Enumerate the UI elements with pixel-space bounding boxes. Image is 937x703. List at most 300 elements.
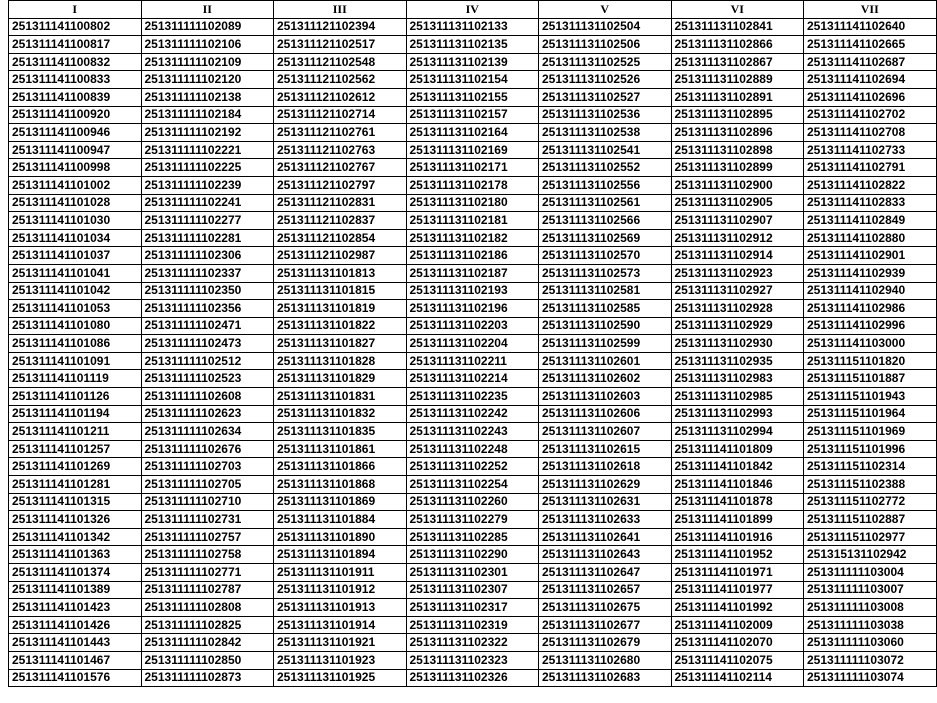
table-cell: 251311111103007 (804, 581, 937, 599)
table-row (9, 194, 937, 212)
table-cell: 251311131102506 (539, 36, 672, 54)
table-cell: 251311141102687 (804, 53, 937, 71)
table-cell: 251311131102930 (671, 335, 804, 353)
table-cell: 251311131102590 (539, 317, 672, 335)
table-cell: 251311141101363 (9, 546, 142, 564)
table-cell: 251311131102566 (539, 212, 672, 230)
table-cell: 251311141100998 (9, 159, 142, 177)
table-cell: 251311141102640 (804, 18, 937, 36)
table-cell: 251311131102891 (671, 88, 804, 106)
table-cell: 251311141100833 (9, 71, 142, 89)
table-cell: 251311111102634 (141, 423, 274, 441)
table-cell: 251311141102070 (671, 634, 804, 652)
table-cell: 251311141100946 (9, 124, 142, 142)
table-cell: 251311131102169 (406, 141, 539, 159)
column-header-7: VII (804, 1, 937, 19)
table-cell: 251311141101257 (9, 440, 142, 458)
table-cell: 251311141102733 (804, 141, 937, 159)
table-row (9, 599, 937, 617)
table-cell: 251311131102985 (671, 388, 804, 406)
table-cell: 251311141102665 (804, 36, 937, 54)
table-cell: 251311131102133 (406, 18, 539, 36)
table-cell: 251311131102928 (671, 300, 804, 318)
table-cell: 251311131102900 (671, 176, 804, 194)
table-cell: 251311111102705 (141, 476, 274, 494)
table-row (9, 634, 937, 652)
table-cell: 251311141101028 (9, 194, 142, 212)
table-cell: 251311131102603 (539, 388, 672, 406)
scanned-sheet (8, 0, 936, 703)
table-cell: 251311111102608 (141, 388, 274, 406)
table-cell: 251311131102643 (539, 546, 672, 564)
table-cell: 251311141101091 (9, 352, 142, 370)
table-row (9, 300, 937, 318)
table-cell: 251311131102301 (406, 564, 539, 582)
table-cell: 251311131101894 (274, 546, 407, 564)
table-cell: 251311141101002 (9, 176, 142, 194)
table-cell: 251311111102281 (141, 229, 274, 247)
table-row (9, 53, 937, 71)
table-cell: 251311131102606 (539, 405, 672, 423)
table-cell: 251311131102629 (539, 476, 672, 494)
column-header-5: V (539, 1, 672, 19)
table-cell: 251311131102203 (406, 317, 539, 335)
table-cell: 251311141100947 (9, 141, 142, 159)
table-cell: 251311131102504 (539, 18, 672, 36)
header-row (9, 1, 937, 19)
table-cell: 251311141101374 (9, 564, 142, 582)
table-cell: 251311131102285 (406, 528, 539, 546)
table-cell: 251311131102326 (406, 669, 539, 687)
table-cell: 251311131102204 (406, 335, 539, 353)
table-cell: 251311141102075 (671, 651, 804, 669)
table-row (9, 493, 937, 511)
table-cell: 251311141101315 (9, 493, 142, 511)
table-cell: 251311141102849 (804, 212, 937, 230)
table-cell: 251311131102180 (406, 194, 539, 212)
table-cell: 251311131102186 (406, 247, 539, 265)
table-cell: 251311111103074 (804, 669, 937, 687)
table-row (9, 405, 937, 423)
table-cell: 251311131102154 (406, 71, 539, 89)
table-cell: 251311111103072 (804, 651, 937, 669)
table-cell: 251311111102239 (141, 176, 274, 194)
table-cell: 251311131102279 (406, 511, 539, 529)
table-cell: 251311141100832 (9, 53, 142, 71)
table-cell: 251311131102993 (671, 405, 804, 423)
table-cell: 251311141101041 (9, 264, 142, 282)
table-cell: 251311131102570 (539, 247, 672, 265)
table-cell: 251311131101912 (274, 581, 407, 599)
table-cell: 251311131102319 (406, 616, 539, 634)
table-cell: 251311111102758 (141, 546, 274, 564)
table-cell: 251311111102842 (141, 634, 274, 652)
table-cell: 251311151102772 (804, 493, 937, 511)
table-cell: 251311121102763 (274, 141, 407, 159)
table-row (9, 229, 937, 247)
table-cell: 251311131102527 (539, 88, 672, 106)
table-cell: 251311111102221 (141, 141, 274, 159)
table-row (9, 335, 937, 353)
table-cell: 251311121102831 (274, 194, 407, 212)
table-cell: 251311111102120 (141, 71, 274, 89)
table-cell: 251311121102714 (274, 106, 407, 124)
table-cell: 251311151101964 (804, 405, 937, 423)
table-cell: 251311121102761 (274, 124, 407, 142)
table-cell: 251311131102935 (671, 352, 804, 370)
table-cell: 251311141102901 (804, 247, 937, 265)
table-cell: 251311131101832 (274, 405, 407, 423)
table-cell: 251311141102940 (804, 282, 937, 300)
table-cell: 251311131102866 (671, 36, 804, 54)
table-cell: 251311141102696 (804, 88, 937, 106)
table-cell: 251311131101831 (274, 388, 407, 406)
table-cell: 251311121102837 (274, 212, 407, 230)
table-cell: 251311141101080 (9, 317, 142, 335)
table-cell: 251311131102929 (671, 317, 804, 335)
table-cell: 251311111102138 (141, 88, 274, 106)
table-row (9, 528, 937, 546)
table-row (9, 546, 937, 564)
table-cell: 251311131101866 (274, 458, 407, 476)
table-cell: 251311151102314 (804, 458, 937, 476)
table-cell: 251311121102548 (274, 53, 407, 71)
column-header-6: VI (671, 1, 804, 19)
table-cell: 251311131102538 (539, 124, 672, 142)
table-row (9, 352, 937, 370)
table-body (9, 18, 937, 687)
table-cell: 251311111103060 (804, 634, 937, 652)
table-cell: 251311111102523 (141, 370, 274, 388)
table-cell: 251311131102983 (671, 370, 804, 388)
table-row (9, 511, 937, 529)
table-cell: 251311141101042 (9, 282, 142, 300)
table-cell: 251311111102241 (141, 194, 274, 212)
table-cell: 251311121102987 (274, 247, 407, 265)
table-cell: 251311141101899 (671, 511, 804, 529)
table-cell: 251311141102833 (804, 194, 937, 212)
table-cell: 251311131102914 (671, 247, 804, 265)
table-cell: 251311131102214 (406, 370, 539, 388)
table-cell: 251311131102679 (539, 634, 672, 652)
table-cell: 251311131102602 (539, 370, 672, 388)
table-cell: 251311131101813 (274, 264, 407, 282)
table-cell: 251311131102607 (539, 423, 672, 441)
table-cell: 251311131101923 (274, 651, 407, 669)
table-row (9, 18, 937, 36)
table-cell: 251311111102676 (141, 440, 274, 458)
table-cell: 251311141102880 (804, 229, 937, 247)
table-cell: 251311131102290 (406, 546, 539, 564)
table-cell: 251311131102896 (671, 124, 804, 142)
table-cell: 251311111102356 (141, 300, 274, 318)
table-row (9, 71, 937, 89)
table-cell: 251311111102808 (141, 599, 274, 617)
table-cell: 251311131101911 (274, 564, 407, 582)
table-cell: 251311131102994 (671, 423, 804, 441)
table-row (9, 581, 937, 599)
table-cell: 251311131102242 (406, 405, 539, 423)
table-cell: 251311131102556 (539, 176, 672, 194)
table-cell: 251311131102541 (539, 141, 672, 159)
table-cell: 251311131102254 (406, 476, 539, 494)
table-cell: 251311111102471 (141, 317, 274, 335)
table-cell: 251311141101878 (671, 493, 804, 511)
table-cell: 251311131102923 (671, 264, 804, 282)
table-cell: 251311131102252 (406, 458, 539, 476)
table-cell: 251311121102797 (274, 176, 407, 194)
table-cell: 251311111102703 (141, 458, 274, 476)
table-cell: 251311111102106 (141, 36, 274, 54)
table-cell: 251311131101828 (274, 352, 407, 370)
table-cell: 251311141100920 (9, 106, 142, 124)
table-cell: 251311131101868 (274, 476, 407, 494)
table-cell: 251311141101119 (9, 370, 142, 388)
table-cell: 251311131101921 (274, 634, 407, 652)
table-cell: 251311131102181 (406, 212, 539, 230)
table-cell: 251311131102867 (671, 53, 804, 71)
table-cell: 251311141101269 (9, 458, 142, 476)
table-cell: 251311111103008 (804, 599, 937, 617)
id-number-table (8, 0, 937, 687)
table-cell: 251311131102895 (671, 106, 804, 124)
table-cell: 251311131102912 (671, 229, 804, 247)
table-cell: 251311141101342 (9, 528, 142, 546)
table-cell: 251311141101053 (9, 300, 142, 318)
table-cell: 251311141103000 (804, 335, 937, 353)
table-cell: 251311131102889 (671, 71, 804, 89)
table-cell: 251311111103004 (804, 564, 937, 582)
table-cell: 251311111102192 (141, 124, 274, 142)
table-row (9, 36, 937, 54)
table-cell: 251311131102615 (539, 440, 672, 458)
table-cell: 251311131101913 (274, 599, 407, 617)
table-cell: 251311141102822 (804, 176, 937, 194)
table-row (9, 476, 937, 494)
table-row (9, 616, 937, 634)
table-row (9, 88, 937, 106)
table-cell: 251311131102647 (539, 564, 672, 582)
table-row (9, 370, 937, 388)
table-cell: 251311141101443 (9, 634, 142, 652)
table-row (9, 282, 937, 300)
table-cell: 251311151101969 (804, 423, 937, 441)
table-cell: 251311141102114 (671, 669, 804, 687)
table-cell: 251311111102337 (141, 264, 274, 282)
table-cell: 251311141101326 (9, 511, 142, 529)
table-cell: 251311111102225 (141, 159, 274, 177)
table-cell: 251311141101467 (9, 651, 142, 669)
table-cell: 251311141101423 (9, 599, 142, 617)
table-cell: 251311121102562 (274, 71, 407, 89)
table-cell: 251311131102248 (406, 440, 539, 458)
table-cell: 251311141100839 (9, 88, 142, 106)
table-cell: 251311141101037 (9, 247, 142, 265)
table-cell: 251311131102841 (671, 18, 804, 36)
table-cell: 251311121102394 (274, 18, 407, 36)
table-cell: 251311141101977 (671, 581, 804, 599)
column-header-4: IV (406, 1, 539, 19)
table-cell: 251311141102939 (804, 264, 937, 282)
table-cell: 251311131101861 (274, 440, 407, 458)
table-row (9, 247, 937, 265)
table-cell: 251311141101389 (9, 581, 142, 599)
table-cell: 251311131101884 (274, 511, 407, 529)
table-row (9, 564, 937, 582)
table-cell: 251311131101914 (274, 616, 407, 634)
table-cell: 251311131102243 (406, 423, 539, 441)
table-cell: 251311141101126 (9, 388, 142, 406)
table-cell: 251311111102277 (141, 212, 274, 230)
table-cell: 251311111102473 (141, 335, 274, 353)
table-cell: 251311131102683 (539, 669, 672, 687)
table-row (9, 651, 937, 669)
column-header-2: II (141, 1, 274, 19)
table-cell: 251311131102675 (539, 599, 672, 617)
table-cell: 251311131102307 (406, 581, 539, 599)
table-cell: 251311131102196 (406, 300, 539, 318)
table-cell: 251311131102536 (539, 106, 672, 124)
table-cell: 251311131102898 (671, 141, 804, 159)
table-cell: 251311131102633 (539, 511, 672, 529)
table-cell: 251311151101887 (804, 370, 937, 388)
table-cell: 251311111102089 (141, 18, 274, 36)
table-cell: 251311111102771 (141, 564, 274, 582)
table-cell: 251311131102260 (406, 493, 539, 511)
table-cell: 251311131102599 (539, 335, 672, 353)
table-cell: 251311131102193 (406, 282, 539, 300)
table-cell: 251311111102850 (141, 651, 274, 669)
table-cell: 251311141102791 (804, 159, 937, 177)
table-cell: 251311141102702 (804, 106, 937, 124)
table-row (9, 440, 937, 458)
table-cell: 251311131101835 (274, 423, 407, 441)
table-cell: 251311131102164 (406, 124, 539, 142)
table-cell: 251311131102680 (539, 651, 672, 669)
table-cell: 251311141100817 (9, 36, 142, 54)
table-cell: 251311131102211 (406, 352, 539, 370)
table-cell: 251311141101086 (9, 335, 142, 353)
table-cell: 251311141101576 (9, 669, 142, 687)
table-row (9, 124, 937, 142)
table-cell: 251311141101992 (671, 599, 804, 617)
table-cell: 251311131101869 (274, 493, 407, 511)
table-cell: 251311111102873 (141, 669, 274, 687)
table-cell: 251311131101815 (274, 282, 407, 300)
table-cell: 251311131101925 (274, 669, 407, 687)
table-cell: 251311131101890 (274, 528, 407, 546)
column-header-3: III (274, 1, 407, 19)
table-cell: 251311131102322 (406, 634, 539, 652)
table-cell: 251311141101916 (671, 528, 804, 546)
table-cell: 251311151102887 (804, 511, 937, 529)
table-row (9, 669, 937, 687)
table-cell: 251311131102677 (539, 616, 672, 634)
table-cell: 251311141102986 (804, 300, 937, 318)
table-cell: 251311131102601 (539, 352, 672, 370)
table-cell: 251311151101943 (804, 388, 937, 406)
table-cell: 251311131102139 (406, 53, 539, 71)
table-cell: 251311141101846 (671, 476, 804, 494)
table-cell: 251311141101842 (671, 458, 804, 476)
table-row (9, 106, 937, 124)
table-cell: 251311131101819 (274, 300, 407, 318)
table-cell: 251311111102109 (141, 53, 274, 71)
table-cell: 251311111102757 (141, 528, 274, 546)
table-cell: 251311141102009 (671, 616, 804, 634)
table-cell: 251311131102317 (406, 599, 539, 617)
table-cell: 251311141102996 (804, 317, 937, 335)
table-cell: 251311131102585 (539, 300, 672, 318)
table-cell: 251311121102767 (274, 159, 407, 177)
table-cell: 251311121102854 (274, 229, 407, 247)
table-cell: 251311131102899 (671, 159, 804, 177)
table-cell: 251311151101996 (804, 440, 937, 458)
table-cell: 251311141100802 (9, 18, 142, 36)
table-cell: 251311141101426 (9, 616, 142, 634)
table-cell: 251311141101211 (9, 423, 142, 441)
table-cell: 251311141101809 (671, 440, 804, 458)
table-cell: 251311131102526 (539, 71, 672, 89)
table-cell: 251311151102977 (804, 528, 937, 546)
table-cell: 251311111102623 (141, 405, 274, 423)
table-cell: 251315131102942 (804, 546, 937, 564)
table-cell: 251311141101281 (9, 476, 142, 494)
table-cell: 251311111102710 (141, 493, 274, 511)
table-cell: 251311141101194 (9, 405, 142, 423)
table-cell: 251311131101829 (274, 370, 407, 388)
table-row (9, 176, 937, 194)
table-cell: 251311131102657 (539, 581, 672, 599)
table-cell: 251311131102171 (406, 159, 539, 177)
table-cell: 251311131102135 (406, 36, 539, 54)
table-cell: 251311131102182 (406, 229, 539, 247)
table-row (9, 212, 937, 230)
table-cell: 251311141101030 (9, 212, 142, 230)
table-cell: 251311131102561 (539, 194, 672, 212)
table-cell: 251311131102323 (406, 651, 539, 669)
table-cell: 251311131102927 (671, 282, 804, 300)
table-row (9, 159, 937, 177)
table-cell: 251311131102157 (406, 106, 539, 124)
table-cell: 251311151101820 (804, 352, 937, 370)
table-row (9, 317, 937, 335)
table-cell: 251311131102907 (671, 212, 804, 230)
table-cell: 251311111102825 (141, 616, 274, 634)
table-cell: 251311141102694 (804, 71, 937, 89)
table-cell: 251311131102552 (539, 159, 672, 177)
table-cell: 251311141102708 (804, 124, 937, 142)
table-row (9, 458, 937, 476)
table-cell: 251311151102388 (804, 476, 937, 494)
table-cell: 251311131101827 (274, 335, 407, 353)
table-cell: 251311121102612 (274, 88, 407, 106)
table-row (9, 264, 937, 282)
table-cell: 251311141101971 (671, 564, 804, 582)
table-cell: 251311111102787 (141, 581, 274, 599)
table-cell: 251311131102641 (539, 528, 672, 546)
column-header-1: I (9, 1, 142, 19)
table-cell: 251311141101034 (9, 229, 142, 247)
table-cell: 251311131102525 (539, 53, 672, 71)
table-cell: 251311121102517 (274, 36, 407, 54)
table-cell: 251311131102905 (671, 194, 804, 212)
table-cell: 251311111102184 (141, 106, 274, 124)
table-row (9, 423, 937, 441)
table-cell: 251311131102581 (539, 282, 672, 300)
table-cell: 251311131102618 (539, 458, 672, 476)
table-row (9, 141, 937, 159)
